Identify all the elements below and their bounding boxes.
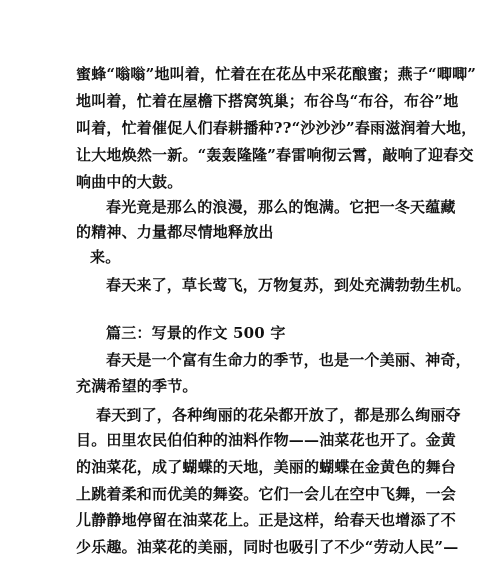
section-title: 篇三：写景的作文 500 字	[106, 324, 286, 342]
text-line: 地叫着，忙着在屋檐下搭窝筑巢；布谷鸟“布谷，布谷”地	[76, 92, 459, 110]
text-line: 春天是一个富有生命力的季节，也是一个美丽、神奇，	[106, 351, 471, 369]
text-line: 春天到了，各种绚丽的花朵都开放了，都是那么绚丽夺	[96, 406, 461, 424]
text-line: 来。	[90, 248, 121, 266]
text-line: 儿静静地停留在油菜花上。正是这样，给春天也增添了不	[76, 511, 457, 529]
text-line: 的精神、力量都尽情地释放出	[76, 223, 274, 241]
text-line: 春天来了，草长莺飞，万物复苏，到处充满勃勃生机。	[106, 276, 471, 294]
text-line: 少乐趣。油菜花的美丽，同时也吸引了不少“劳动人民”—	[76, 538, 459, 556]
text-line: 蜜蜂“嗡嗡”地叫着，忙着在在花丛中采花酿蜜；燕子“唧唧”	[76, 65, 477, 83]
text-line: 目。田里农民伯伯种的油料作物——油菜花也开了。金黄	[76, 431, 457, 449]
text-line: 让大地焕然一新。“轰轰隆隆”春雷响彻云霄，敲响了迎春交	[76, 146, 474, 164]
text-line: 响曲中的大鼓。	[76, 173, 183, 191]
text-line: 的油菜花，成了蝴蝶的天地，美丽的蝴蝶在金黄色的舞台	[76, 458, 457, 476]
text-line: 上跳着柔和而优美的舞姿。它们一会儿在空中飞舞，一会	[76, 485, 457, 503]
text-line: 叫着，忙着催促人们春耕播种??“沙沙沙”春雨滋润着大地，	[76, 119, 477, 137]
text-line: 春光竟是那么的浪漫，那么的饱满。它把一冬天蕴藏	[106, 198, 456, 216]
text-line: 充满希望的季节。	[76, 377, 198, 395]
